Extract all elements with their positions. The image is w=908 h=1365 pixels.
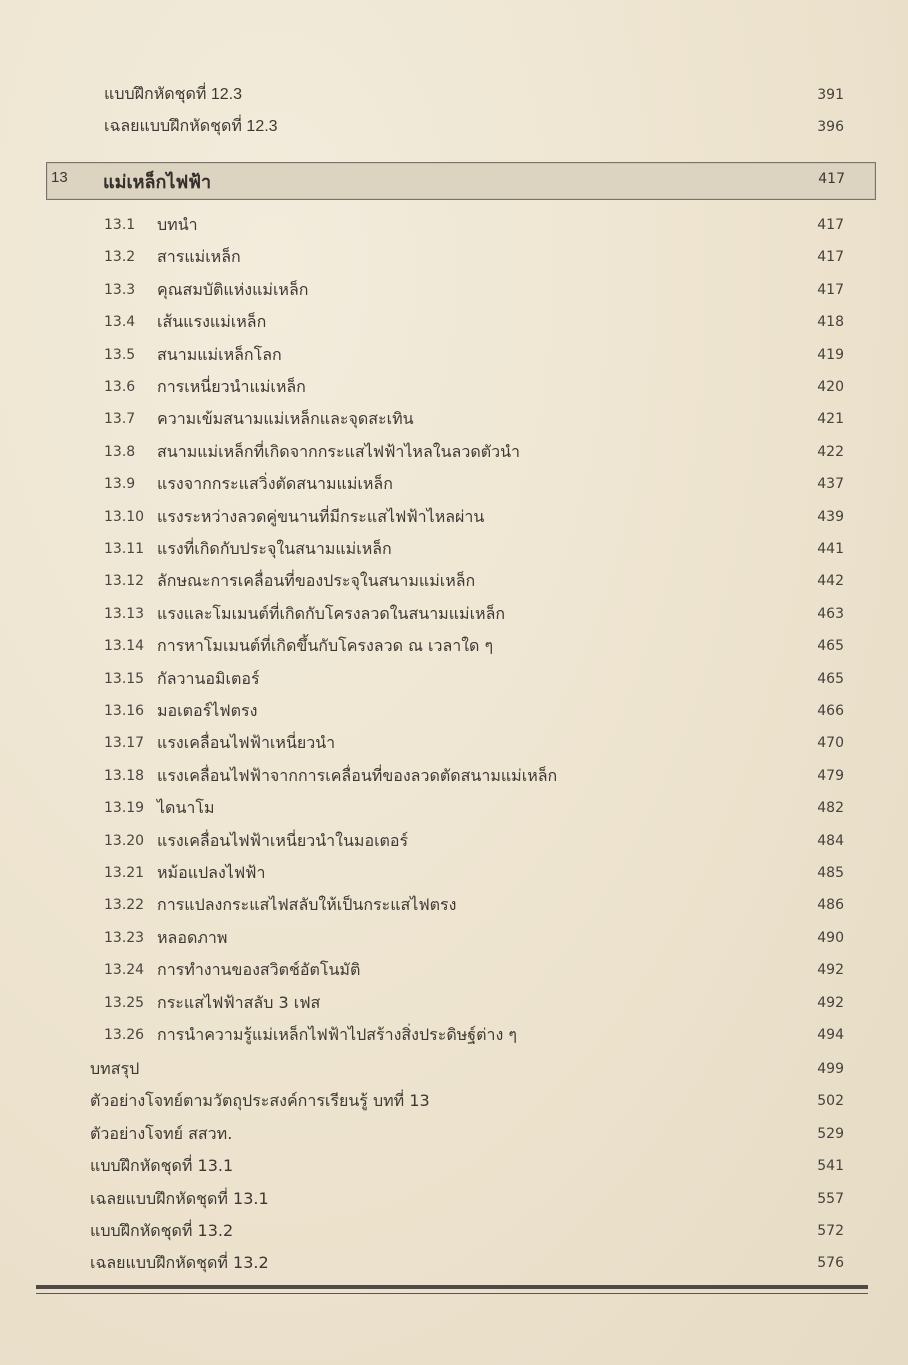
- toc-entry-title: เฉลยแบบฝึกหัดชุดที่ 13.2: [90, 1253, 269, 1273]
- section-page: 437: [817, 476, 844, 493]
- section-page: 484: [817, 832, 844, 849]
- chapter-heading: [46, 162, 876, 200]
- section-page: 482: [817, 800, 844, 817]
- section-title: การหาโมเมนต์ที่เกิดขึ้นกับโครงลวด ณ เวลาใด ๆ: [157, 636, 494, 656]
- toc-section-entry: [0, 956, 908, 984]
- bottom-rule-thin: [36, 1293, 868, 1294]
- section-title: ความเข้มสนามแม่เหล็กและจุดสะเทิน: [157, 409, 414, 429]
- toc-entry-page: 502: [817, 1093, 844, 1110]
- section-number: 13.23: [104, 929, 145, 946]
- toc-entry: [0, 81, 908, 109]
- toc-entry-page: 529: [817, 1125, 844, 1142]
- section-number: 13.21: [104, 865, 145, 881]
- section-title: แรงระหว่างลวดคู่ขนานที่มีกระแสไฟฟ้าไหลผ่าน: [157, 506, 485, 526]
- toc-section-entry: [0, 859, 908, 887]
- toc-entry: [0, 1217, 908, 1245]
- section-title: ไดนาโม: [157, 798, 215, 818]
- section-title: สนามแม่เหล็กที่เกิดจากกระแสไฟฟ้าไหลในลวดตัวนำ: [157, 441, 521, 461]
- section-number: 13.10: [104, 508, 145, 525]
- toc-section-entry: [0, 405, 908, 433]
- section-page: 439: [817, 508, 844, 525]
- toc-section-entry: [0, 567, 908, 595]
- section-title: หม้อแปลงไฟฟ้า: [157, 863, 266, 882]
- section-number: 13.20: [104, 832, 145, 849]
- toc-entry-page: 557: [817, 1190, 844, 1207]
- section-page: 422: [817, 443, 844, 460]
- toc-entry: [0, 1055, 908, 1083]
- toc-section-entry: [0, 794, 908, 822]
- toc-section-entry: [0, 1021, 908, 1049]
- toc-section-entry: [0, 341, 908, 369]
- section-title: แรงที่เกิดกับประจุในสนามแม่เหล็ก: [157, 539, 392, 558]
- section-number: 13.25: [104, 994, 145, 1011]
- section-number: 13.26: [104, 1027, 145, 1043]
- section-title: กัลวานอมิเตอร์: [157, 668, 260, 688]
- toc-entry-title: เฉลยแบบฝึกหัดชุดที่ 12.3: [104, 118, 278, 135]
- section-page: 465: [817, 670, 844, 687]
- toc-entry-page: 541: [817, 1158, 844, 1175]
- section-page: 490: [817, 929, 844, 946]
- toc-entry: [0, 1249, 908, 1277]
- section-number: 13.19: [104, 800, 145, 817]
- section-title: มอเตอร์ไฟตรง: [157, 701, 258, 720]
- toc-section-entry: [0, 924, 908, 952]
- section-number: 13.18: [104, 767, 145, 784]
- section-title: การเหนี่ยวนำแม่เหล็ก: [157, 377, 306, 396]
- section-page: 479: [817, 767, 844, 784]
- section-page: 494: [817, 1027, 844, 1043]
- section-number: 13.4: [104, 314, 136, 331]
- toc-section-entry: [0, 827, 908, 855]
- section-number: 13.9: [104, 476, 136, 493]
- toc-section-entry: [0, 438, 908, 466]
- toc-section-entry: [0, 211, 908, 239]
- toc-section-entry: [0, 632, 908, 660]
- section-number: 13.16: [104, 703, 145, 719]
- section-page: 419: [817, 346, 844, 363]
- toc-entry-title: แบบฝึกหัดชุดที่ 13.2: [90, 1221, 234, 1240]
- toc-section-entry: [0, 762, 908, 790]
- section-page: 417: [817, 281, 844, 298]
- toc-entry-title: บทสรุป: [90, 1059, 140, 1078]
- section-title: การนำความรู้แม่เหล็กไฟฟ้าไปสร้างสิ่งประดิษฐ์ต่าง ๆ: [157, 1025, 517, 1044]
- section-page: 463: [817, 605, 844, 622]
- toc-entry-page: 576: [817, 1255, 844, 1272]
- toc-entry: [0, 113, 908, 141]
- section-number: 13.15: [104, 670, 145, 687]
- toc-section-entry: [0, 470, 908, 498]
- section-page: 470: [817, 735, 844, 752]
- section-number: 13.11: [104, 541, 145, 557]
- section-page: 442: [817, 573, 844, 590]
- section-page: 492: [817, 962, 844, 979]
- section-page: 417: [817, 217, 844, 233]
- section-page: 466: [817, 703, 844, 719]
- toc-entry-title: ตัวอย่างโจทย์ตามวัตถุประสงค์การเรียนรู้ บทที่ 13: [90, 1091, 430, 1111]
- section-page: 417: [817, 249, 844, 266]
- section-page: 418: [817, 314, 844, 331]
- toc-section-entry: [0, 308, 908, 336]
- chapter-page: 417: [818, 171, 845, 187]
- toc-entry-title: แบบฝึกหัดชุดที่ 13.1: [90, 1156, 234, 1176]
- section-title: แรงเคลื่อนไฟฟ้าเหนี่ยวนำ: [157, 733, 336, 753]
- section-title: สนามแม่เหล็กโลก: [157, 344, 282, 364]
- section-title: คุณสมบัติแห่งแม่เหล็ก: [157, 279, 309, 299]
- section-number: 13.3: [104, 281, 136, 298]
- section-title: แรงเคลื่อนไฟฟ้าเหนี่ยวนำในมอเตอร์: [157, 830, 409, 850]
- toc-section-entry: [0, 665, 908, 693]
- section-page: 485: [817, 865, 844, 881]
- toc-entry-page: 391: [817, 87, 844, 103]
- toc-section-entry: [0, 600, 908, 628]
- section-title: กระแสไฟฟ้าสลับ 3 เฟส: [157, 992, 321, 1012]
- section-number: 13.17: [104, 735, 145, 752]
- section-page: 421: [817, 411, 844, 428]
- section-page: 465: [817, 638, 844, 655]
- section-number: 13.14: [104, 638, 145, 655]
- section-title: แรงเคลื่อนไฟฟ้าจากการเคลื่อนที่ของลวดตัดสนามแม่เหล็ก: [157, 765, 558, 785]
- toc-entry-page: 572: [817, 1223, 844, 1239]
- toc-entry: [0, 1152, 908, 1180]
- toc-entry: [0, 1087, 908, 1115]
- toc-section-entry: [0, 697, 908, 725]
- section-title: หลอดภาพ: [157, 927, 228, 947]
- section-number: 13.7: [104, 411, 136, 428]
- toc-entry-title: ตัวอย่างโจทย์ สสวท.: [90, 1123, 233, 1143]
- toc-section-entry: [0, 891, 908, 919]
- toc-entry-title: เฉลยแบบฝึกหัดชุดที่ 13.1: [90, 1188, 269, 1208]
- section-number: 13.22: [104, 897, 145, 914]
- chapter-number: 13: [51, 169, 68, 186]
- section-number: 13.5: [104, 346, 136, 363]
- section-title: แรงจากกระแสวิ่งตัดสนามแม่เหล็ก: [157, 474, 393, 494]
- toc-entry-title: แบบฝึกหัดชุดที่ 12.3: [104, 86, 243, 103]
- toc-section-entry: [0, 503, 908, 531]
- section-page: 492: [817, 994, 844, 1011]
- toc-section-entry: [0, 535, 908, 563]
- section-title: เส้นแรงแม่เหล็ก: [157, 312, 267, 332]
- toc-section-entry: [0, 729, 908, 757]
- toc-entry: [0, 1185, 908, 1213]
- toc-entry-page: 396: [817, 119, 844, 135]
- toc-section-entry: [0, 276, 908, 304]
- section-number: 13.13: [104, 605, 145, 622]
- toc-entry-page: 499: [817, 1061, 844, 1077]
- section-title: แรงและโมเมนต์ที่เกิดกับโครงลวดในสนามแม่เหล็ก: [157, 603, 506, 623]
- section-page: 420: [817, 379, 844, 395]
- toc-section-entry: [0, 989, 908, 1017]
- section-number: 13.24: [104, 962, 145, 979]
- section-page: 441: [817, 541, 844, 557]
- section-title: การทำงานของสวิตช์อัตโนมัติ: [157, 960, 361, 980]
- section-title: สารแม่เหล็ก: [157, 247, 241, 267]
- section-number: 13.1: [104, 217, 136, 233]
- section-number: 13.2: [104, 249, 136, 266]
- chapter-title: แม่เหล็กไฟฟ้า: [103, 172, 212, 192]
- bottom-rule-thick: [36, 1285, 868, 1289]
- section-page: 486: [817, 897, 844, 914]
- toc-section-entry: [0, 373, 908, 401]
- section-title: การแปลงกระแสไฟสลับให้เป็นกระแสไฟตรง: [157, 895, 457, 915]
- toc-entry: [0, 1120, 908, 1148]
- section-number: 13.6: [104, 379, 136, 395]
- section-number: 13.8: [104, 443, 136, 460]
- toc-section-entry: [0, 243, 908, 271]
- section-number: 13.12: [104, 573, 145, 590]
- section-title: ลักษณะการเคลื่อนที่ของประจุในสนามแม่เหล็ก: [157, 571, 476, 591]
- section-title: บทนำ: [157, 215, 198, 234]
